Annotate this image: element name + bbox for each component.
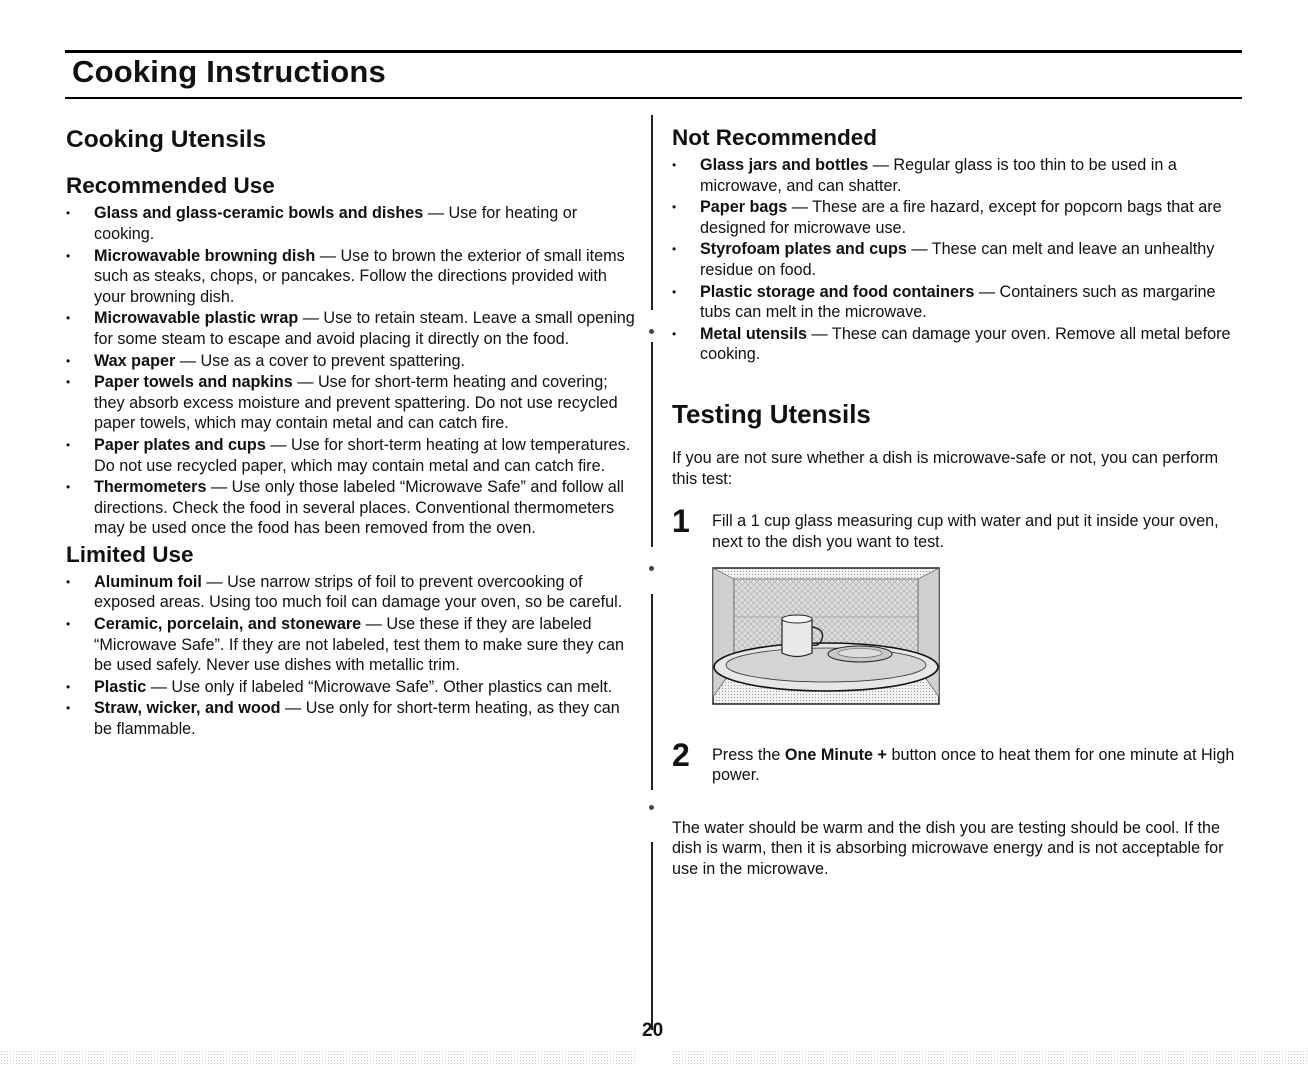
list-item: • Microwavable plastic wrap — Use to retain steam. Leave a small opening for some steam to escape and avoid placing it directly on the food. <box>66 308 636 349</box>
page-title: Cooking Instructions <box>72 54 386 89</box>
divider-dot <box>649 566 654 571</box>
not-recommended-heading: Not Recommended <box>672 125 878 150</box>
list-item: • Microwavable browning dish — Use to brown the exterior of small items such as steaks, chops, or pancakes. Follow the directions provided with your browning dish. <box>66 246 636 308</box>
divider-dot <box>649 805 654 810</box>
testing-utensils-heading: Testing Utensils <box>672 398 871 429</box>
footer-dotted-rule <box>672 1050 1308 1064</box>
list-item: • Paper plates and cups — Use for short-term heating at low temperatures. Do not use recycled paper, which may contain metal and can catch fire. <box>66 435 636 476</box>
column-divider <box>651 115 653 310</box>
column-divider <box>651 842 653 1030</box>
microwave-test-illustration <box>712 567 940 705</box>
list-item: • Metal utensils — These can damage your oven. Remove all metal before cooking. <box>672 324 1247 365</box>
list-item: • Paper towels and napkins — Use for short-term heating and covering; they absorb excess moisture and prevent spattering. Do not use recycled paper towels, which may contain metal and can catch fire. <box>66 372 636 434</box>
list-item: • Thermometers — Use only those labeled “Microwave Safe” and follow all directions. Check the food in several places. Conventional thermometers may be used once the food has been removed from the oven. <box>66 477 636 539</box>
divider-dot <box>649 329 654 334</box>
left-column <box>66 120 636 741</box>
column-divider <box>651 342 653 547</box>
step-text: Press the One Minute + button once to heat them for one minute at High power. <box>712 745 1235 785</box>
list-item: • Glass jars and bottles — Regular glass is too thin to be used in a microwave, and can shatter. <box>672 155 1247 196</box>
step-2 <box>672 736 1247 786</box>
list-item: • Straw, wicker, and wood — Use only for short-term heating, as they can be flammable. <box>66 698 636 739</box>
limited-use-heading: Limited Use <box>66 541 194 567</box>
list-item: • Plastic storage and food containers — Containers such as margarine tubs can melt in the microwave. <box>672 282 1247 323</box>
list-item: • Glass and glass-ceramic bowls and dishes — Use for heating or cooking. <box>66 203 636 244</box>
header-bottom-rule <box>65 97 1242 99</box>
step-number: 2 <box>672 736 690 773</box>
step-text: Fill a 1 cup glass measuring cup with water and put it inside your oven, next to the dish you want to test. <box>712 512 1219 551</box>
right-column <box>672 120 1247 879</box>
recommended-use-heading: Recommended Use <box>66 173 275 199</box>
step-number: 1 <box>672 503 690 540</box>
recommended-list <box>66 203 636 539</box>
list-item: • Ceramic, porcelain, and stoneware — Use these if they are labeled “Microwave Safe”. If they are not labeled, test them to make sure they can be used safely. Never use dishes with metallic trim. <box>66 614 636 676</box>
cooking-utensils-heading: Cooking Utensils <box>66 126 267 153</box>
list-item: • Plastic — Use only if labeled “Microwave Safe”. Other plastics can melt. <box>66 677 636 698</box>
page-number: 20 <box>642 1020 664 1041</box>
list-item: • Styrofoam plates and cups — These can melt and leave an unhealthy residue on food. <box>672 239 1247 280</box>
limited-list <box>66 572 636 740</box>
step-1 <box>672 503 1247 552</box>
footer-dotted-rule <box>0 1050 636 1064</box>
list-item: • Wax paper — Use as a cover to prevent spattering. <box>66 351 636 372</box>
list-item: • Paper bags — These are a fire hazard, except for popcorn bags that are designed for microwave use. <box>672 197 1247 238</box>
column-divider <box>651 594 653 790</box>
not-recommended-list <box>672 155 1247 365</box>
header-top-rule <box>65 50 1242 53</box>
testing-conclusion: The water should be warm and the dish you are testing should be cool. If the dish is warm, then it is absorbing microwave energy and is not acceptable for use in the microwave. <box>672 818 1224 878</box>
list-item: • Aluminum foil — Use narrow strips of foil to prevent overcooking of exposed areas. Using too much foil can damage your oven, so be careful. <box>66 572 636 613</box>
testing-intro: If you are not sure whether a dish is microwave-safe or not, you can perform this test: <box>672 449 1219 488</box>
